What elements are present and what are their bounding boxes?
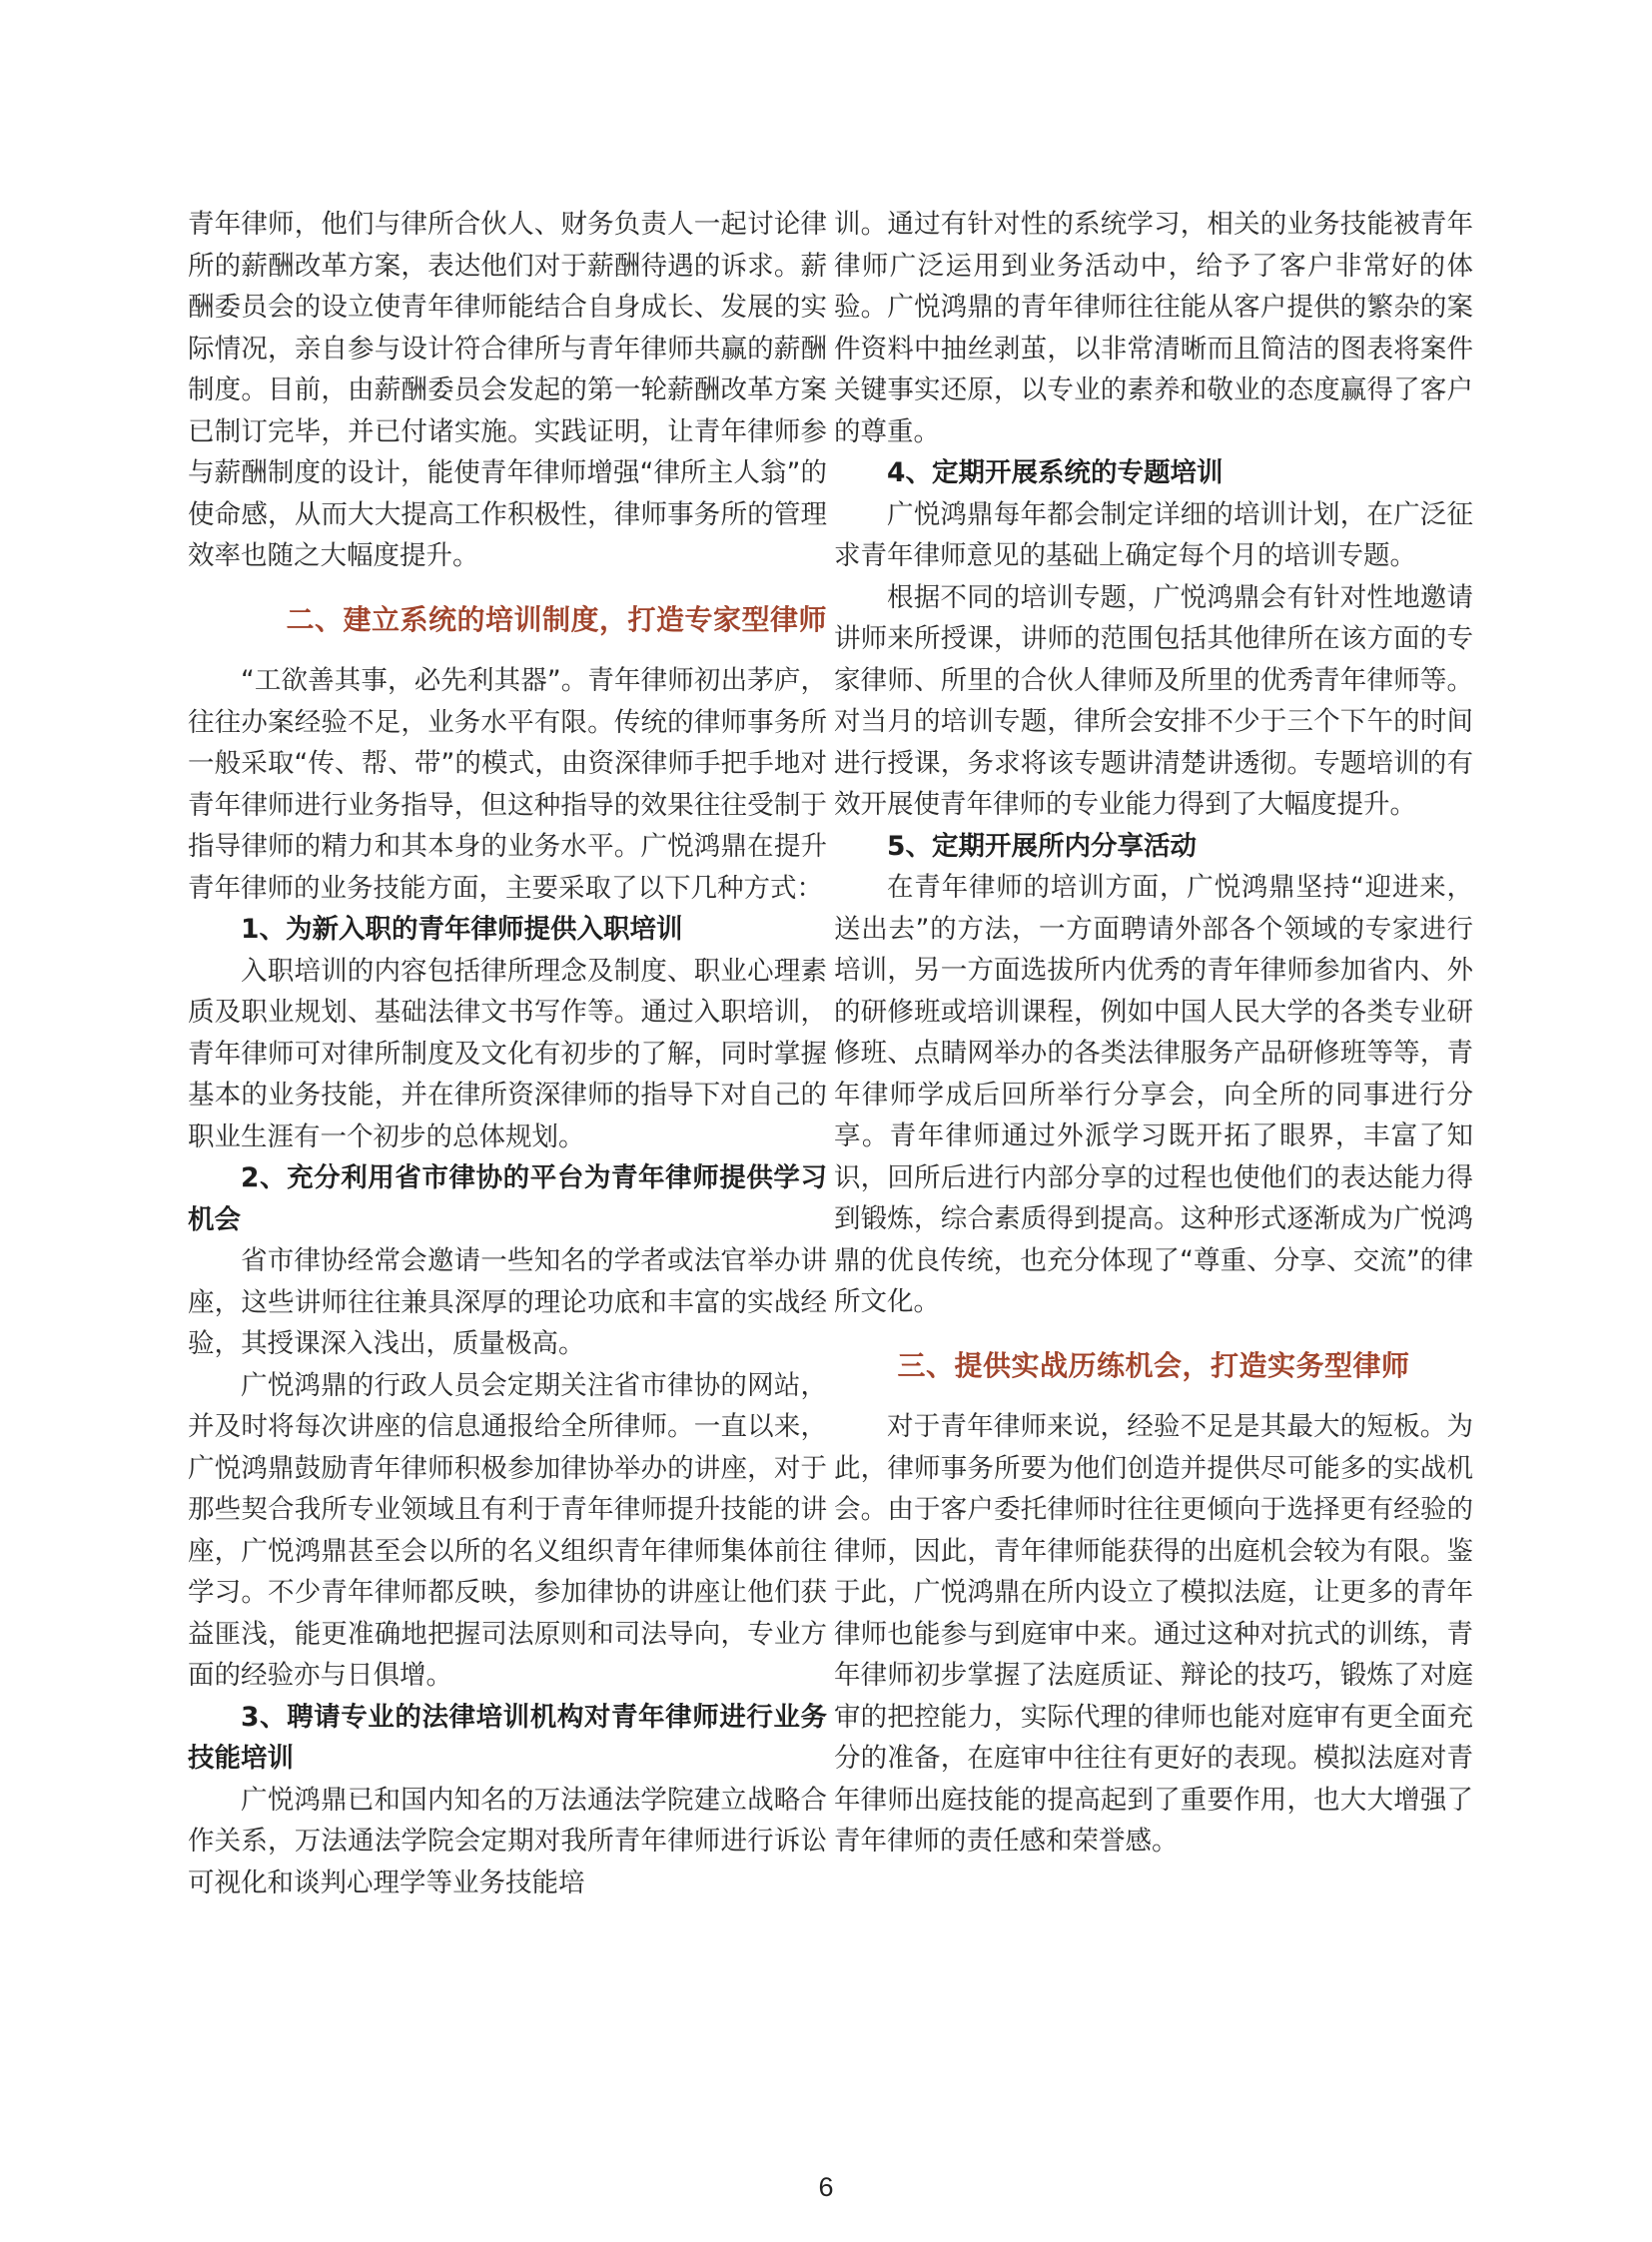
paragraph-internal-sharing: 在青年律师的培训方面，广悦鸿鼎坚持“迎进来，送出去”的方法，一方面聘请外部各个领域的专家进行培训，另一方面选拔所内优秀的青年律师参加省内、外的研修班或培训课程，例如中国人民大学的各类专业研修班、点睛网举办的各类法律服务产品研修班等等，青年律师学成后回所举行分享会，向全所的同事进行分享。青年律师通过外派学习既开拓了眼界，丰富了知识，回所后进行内部分享的过程也使他们的表达能力得到锻炼，综合素质得到提高。这种形式逐渐成为广悦鸿鼎的优良传统，也充分体现了“尊重、分享、交流”的律所文化。	[834, 872, 1473, 1317]
paragraph-wanfatong-partnership: 广悦鸿鼎已和国内知名的万法通法学院建立战略合作关系，万法通法学院会定期对我所青年律师进行诉讼可视化和谈判心理学等业务技能培	[188, 1784, 827, 1898]
paragraph-training-plan: 广悦鸿鼎每年都会制定详细的培训计划，在广泛征求青年律师意见的基础上确定每个月的培训专题。	[834, 498, 1473, 571]
paragraph-salary-committee: 青年律师，他们与律所合伙人、财务负责人一起讨论律所的薪酬改革方案，表达他们对于薪酬待遇的诉求。薪酬委员会的设立使青年律师能结合自身成长、发展的实际情况，亲自参与设计符合律所与青年律师共赢的薪酬制度。目前，由薪酬委员会发起的第一轮薪酬改革方案已制订完毕，并已付诸实施。实践证明，让青年律师参与薪酬制度的设计，能使青年律师增强“律所主人翁”的使命感，从而大大提高工作积极性，律师事务所的管理效率也随之大幅度提升。	[188, 209, 827, 571]
subheading-bar-association: 2、充分利用省市律协的平台为青年律师提供学习机会	[188, 1162, 827, 1235]
paragraph-training-intro: “工欲善其事，必先利其器”。青年律师初出茅庐，往往办案经验不足，业务水平有限。传统的律师事务所一般采取“传、帮、带”的模式，由资深律师手把手地对青年律师进行业务指导，但这种指导的效果往往受制于指导律师的精力和其本身的业务水平。广悦鸿鼎在提升青年律师的业务技能方面，主要采取了以下几种方式：	[188, 665, 827, 904]
paragraph-bar-association-participation: 广悦鸿鼎的行政人员会定期关注省市律协的网站，并及时将每次讲座的信息通报给全所律师。一直以来，广悦鸿鼎鼓励青年律师积极参加律协举办的讲座，对于那些契合我所专业领域且有利于青年律师提升技能的讲座，广悦鸿鼎甚至会以所的名义组织青年律师集体前往学习。不少青年律师都反映，参加律协的讲座让他们获益匪浅，能更准确地把握司法原则和司法导向，专业方面的经验亦与日俱增。	[188, 1369, 827, 1691]
section-heading-practical-experience: 三、提供实战历练机会，打造实务型律师	[897, 1348, 1410, 1382]
subheading-onboarding-training: 1、为新入职的青年律师提供入职培训	[241, 914, 683, 945]
paragraph-training-continued: 训。通过有针对性的系统学习，相关的业务技能被青年律师广泛运用到业务活动中，给予了客户非常好的体验。广悦鸿鼎的青年律师往往能从客户提供的繁杂的案件资料中抽丝剥茧，以非常清晰而且简洁的图表将案件关键事实还原，以专业的素养和敬业的态度赢得了客户的尊重。	[834, 209, 1473, 447]
paragraph-bar-association-lectures: 省市律协经常会邀请一些知名的学者或法官举办讲座，这些讲师往往兼具深厚的理论功底和丰富的实战经验，其授课深入浅出，质量极高。	[188, 1245, 827, 1359]
page-number: 6	[818, 2172, 834, 2202]
right-column	[834, 204, 1473, 1863]
subheading-thematic-training: 4、定期开展系统的专题培训	[887, 457, 1224, 488]
subheading-professional-institutions: 3、聘请专业的法律培训机构对青年律师进行业务技能培训	[188, 1701, 827, 1774]
paragraph-onboarding-training: 入职培训的内容包括律所理念及制度、职业心理素质及职业规划、基础法律文书写作等。通过入职培训，青年律师可对律所制度及文化有初步的了解，同时掌握基本的业务技能，并在律所资深律师的指导下对自己的职业生涯有一个初步的总体规划。	[188, 955, 827, 1152]
section-heading-training-system: 二、建立系统的培训制度，打造专家型律师	[286, 602, 827, 636]
subheading-internal-sharing: 5、定期开展所内分享活动	[887, 830, 1197, 862]
paragraph-moot-court: 对于青年律师来说，经验不足是其最大的短板。为此，律师事务所要为他们创造并提供尽可能多的实战机会。由于客户委托律师时往往更倾向于选择更有经验的律师，因此，青年律师能获得的出庭机会较为有限。鉴于此，广悦鸿鼎在所内设立了模拟法庭，让更多的青年律师也能参与到庭审中来。通过这种对抗式的训练，青年律师初步掌握了法庭质证、辩论的技巧，锻炼了对庭审的把控能力，实际代理的律师也能对庭审有更全面充分的准备，在庭审中往往有更好的表现。模拟法庭对青年律师出庭技能的提高起到了重要作用，也大大增强了青年律师的责任感和荣誉感。	[834, 1411, 1473, 1857]
paragraph-thematic-lecturers: 根据不同的培训专题，广悦鸿鼎会有针对性地邀请讲师来所授课，讲师的范围包括其他律所在该方面的专家律师、所里的合伙人律师及所里的优秀青年律师等。对当月的培训专题，律所会安排不少于三个下午的时间进行授课，务求将该专题讲清楚讲透彻。专题培训的有效开展使青年律师的专业能力得到了大幅度提升。	[834, 581, 1473, 820]
left-column	[188, 204, 827, 1903]
